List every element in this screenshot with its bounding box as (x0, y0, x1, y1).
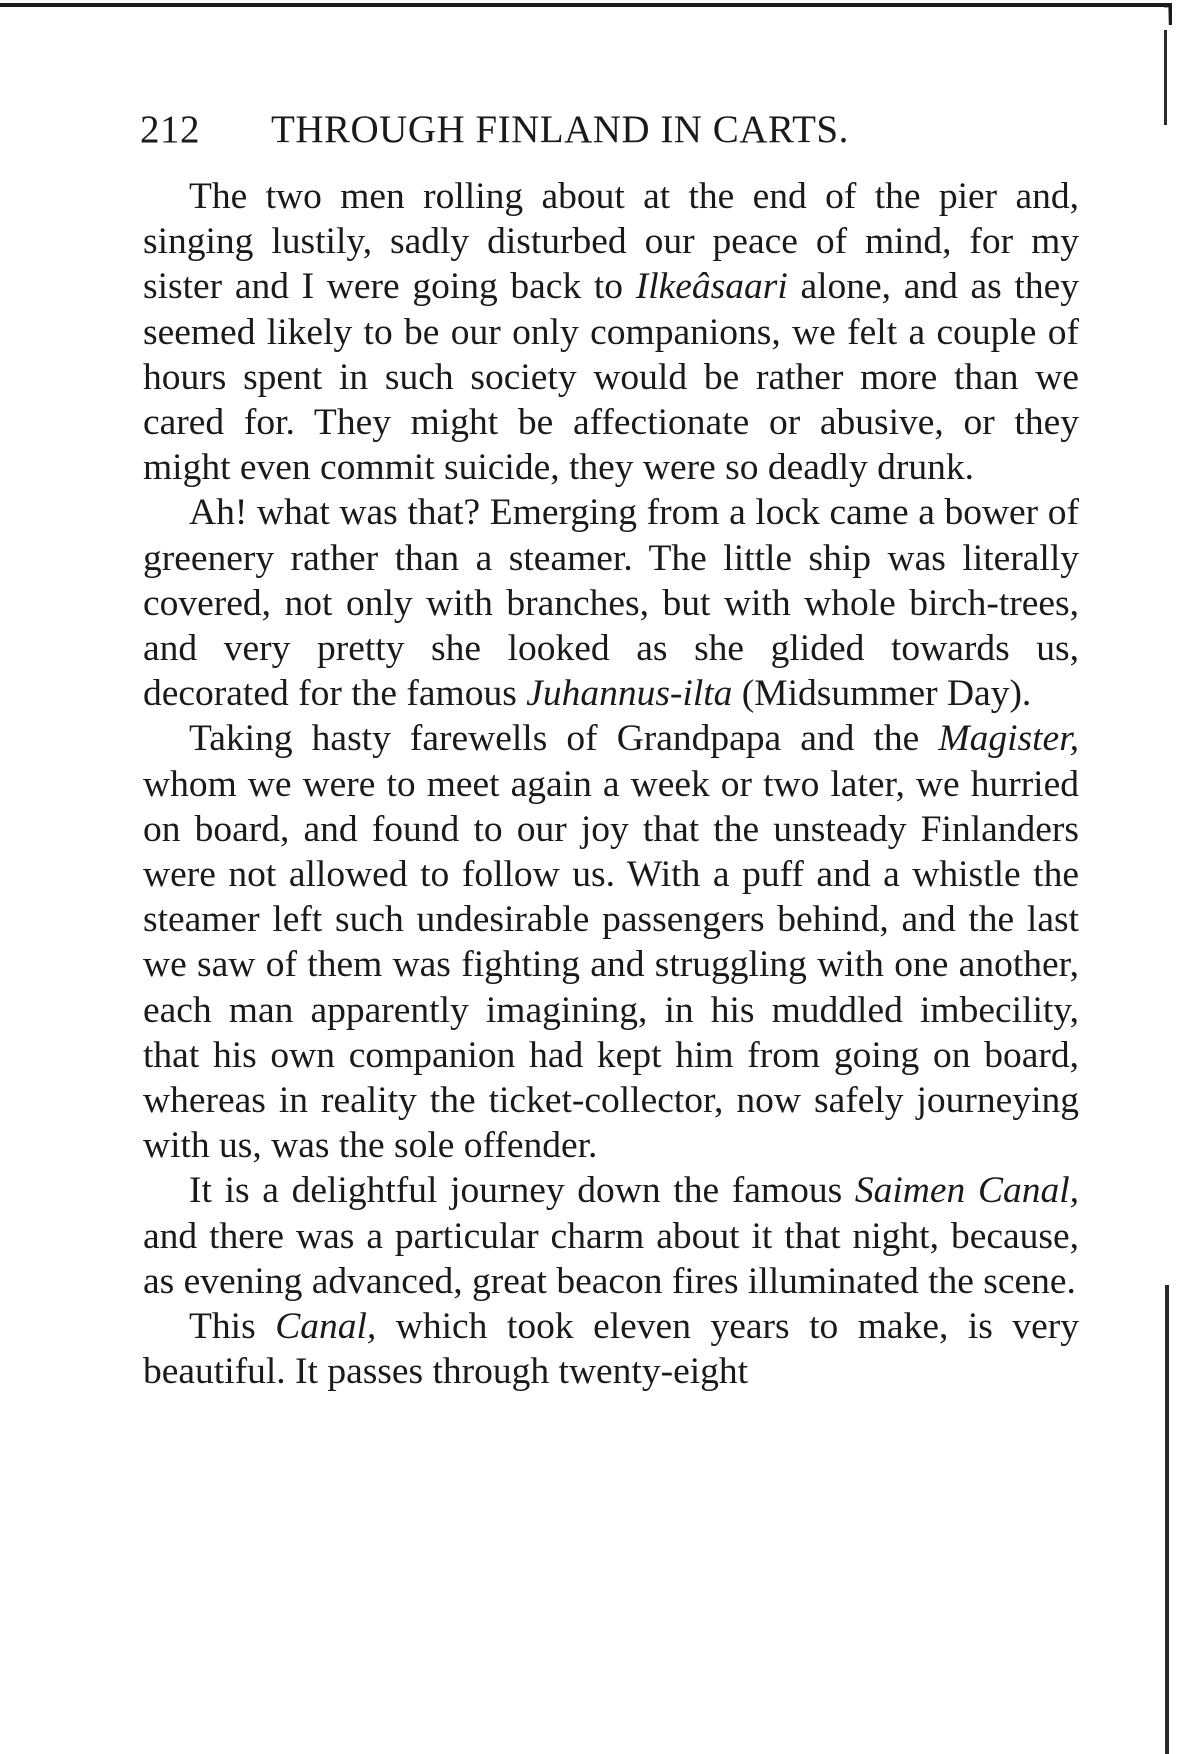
italic-place-name: Canal, (275, 1306, 377, 1348)
page-number: 212 (140, 108, 200, 151)
body-text (143, 174, 1079, 1394)
page-edge-shadow (1165, 1285, 1169, 1754)
top-border-corner (1164, 3, 1172, 25)
italic-term: Magister, (938, 718, 1079, 760)
running-header (140, 107, 1080, 167)
paragraph: The two men rolling about at the end of the pier and, singing lustily, sadly disturbed our peace of mind, for my sister and I were going back to Ilkeâsaari alone, and as they seemed likely to be our only companions, we felt a couple of hours spent in such society would be rather more than we cared for. They might be affectionate or abusive, or they might even commit suicide, they were so deadly drunk. (143, 176, 1079, 489)
paragraph: It is a delightful journey down the famous Saimen Canal, and there was a particular charm about it that night, because, as evening advanced, great beacon fires illuminated the scene. (143, 1170, 1080, 1302)
italic-place-name: Saimen Canal, (854, 1170, 1080, 1212)
running-title: THROUGH FINLAND IN CARTS. (271, 108, 849, 151)
page-edge-shadow (1164, 30, 1167, 125)
top-border-rule (0, 3, 1172, 7)
paragraph: Taking hasty farewells of Grandpapa and the Magister, whom we were to meet again a week or two later, we hurried on board, and found to our joy that the unsteady Finlanders were not allowed to follow us. With a puff and a whistle the steamer left such undesirable passengers behind, and the last we saw of them was fighting and struggling with one another, each man apparently imagining, in his muddled imbecility, that his own companion had kept him from going on board, whereas in reality the ticket-collector, now safely journeying with us, was the sole offender. (143, 718, 1079, 1167)
paragraph: Ah! what was that? Emerging from a lock came a bower of greenery rather than a steamer. The little ship was literally covered, not only with branches, but with whole birch-trees, and very pretty she looked as she glided towards us, decorated for the famous Juhannus-ilta (Midsummer Day). (143, 492, 1079, 715)
paragraph: This Canal, which took eleven years to make, is very beautiful. It passes through twenty-eight (143, 1306, 1079, 1393)
italic-place-name: Ilkeâsaari (635, 266, 788, 308)
italic-term: Juhannus-ilta (526, 673, 733, 715)
